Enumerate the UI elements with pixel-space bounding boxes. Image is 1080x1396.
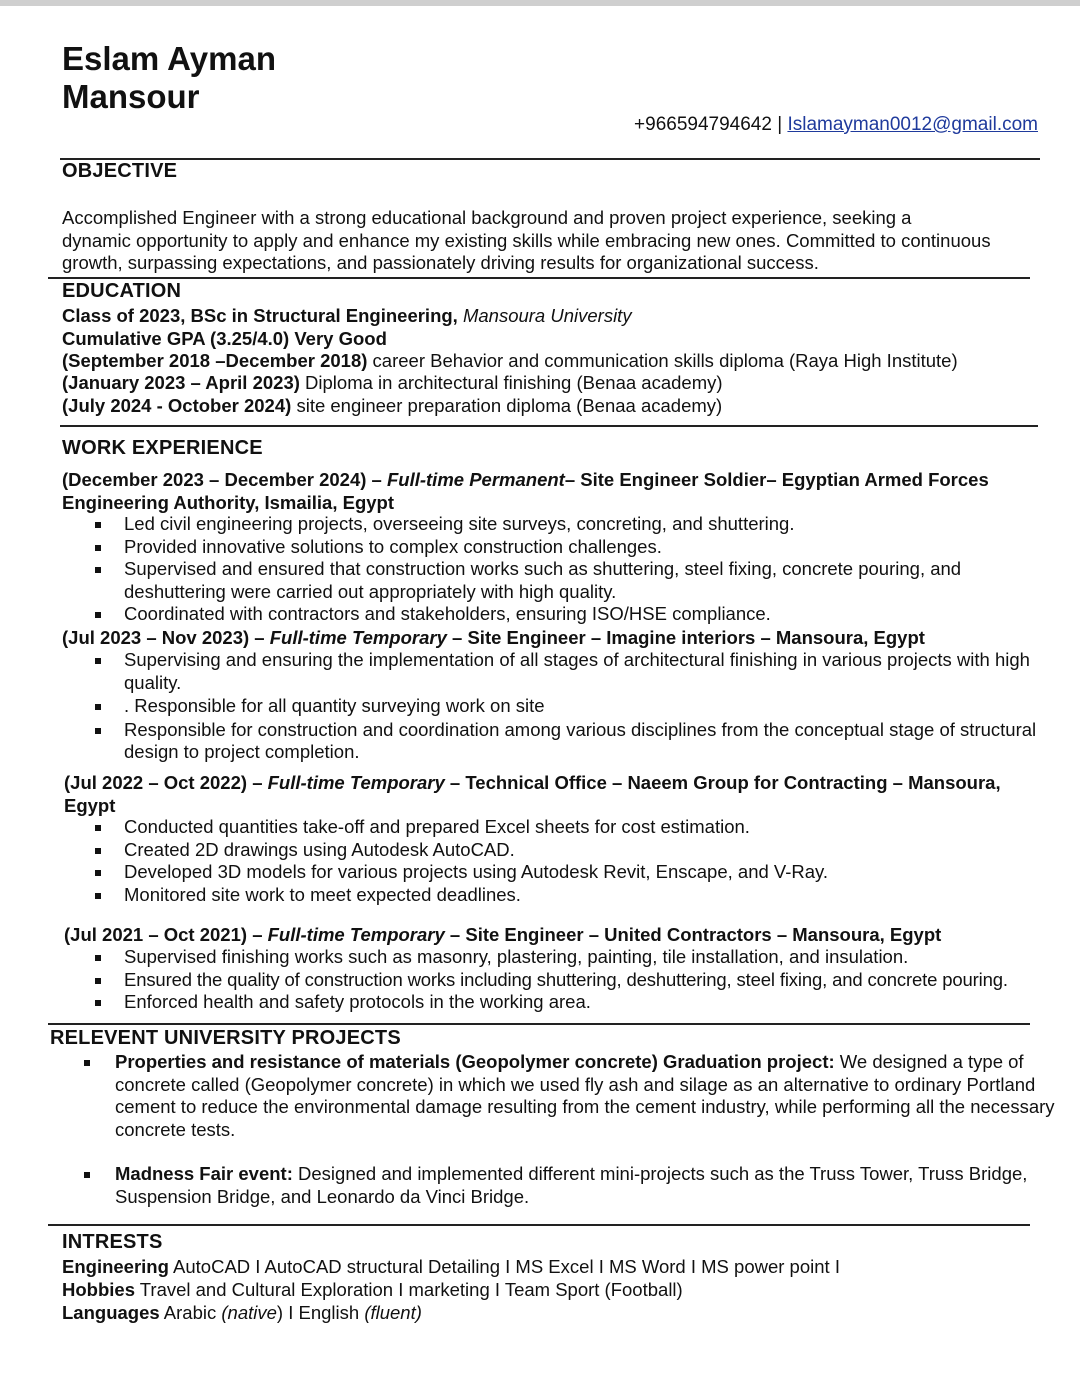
job-type: Full-time Temporary: [267, 924, 445, 945]
degree-title: Class of 2023, BSc in Structural Engineering,: [62, 305, 458, 326]
job-type: Full-time Permanent: [386, 469, 565, 490]
job-title-line: [62, 468, 989, 491]
diploma-date: (July 2024 - October 2024): [62, 395, 292, 416]
project-item: [51, 1051, 1075, 1141]
objective-line: Accomplished Engineer with a strong educational background and proven project experience, seeking a: [62, 207, 912, 228]
objective-heading: OBJECTIVE: [62, 160, 178, 182]
languages-label: Languages: [62, 1302, 160, 1323]
language-english: ) I English: [276, 1302, 365, 1323]
divider: [48, 1023, 1030, 1025]
projects-heading: RELEVENT UNIVERSITY PROJECTS: [50, 1027, 401, 1049]
diploma-line: [62, 349, 958, 372]
job-role: – Site Engineer Soldier– Egyptian Armed Forces: [564, 469, 989, 490]
job-date: (December 2023 – December 2024) –: [62, 469, 387, 490]
top-border: [0, 0, 1080, 6]
list-item: Conducted quantities take-off and prepared Excel sheets for cost estimation.: [62, 816, 1022, 839]
objective-line: growth, surpassing expectations, and passionately driving results for organizational success.: [62, 252, 819, 273]
engineering-skills: [62, 1255, 840, 1278]
list-item: Responsible for construction and coordination among various disciplines from the conceptual stage of structural design to project completion.: [62, 719, 1037, 764]
email-link[interactable]: Islamayman0012@gmail.com: [787, 114, 1038, 135]
job-bullets: [62, 649, 1037, 764]
list-item: Led civil engineering projects, overseeing site surveys, concreting, and shuttering.: [62, 513, 1022, 536]
gpa-line: Cumulative GPA (3.25/4.0) Very Good: [62, 328, 387, 349]
diploma-date: (September 2018 –December 2018): [62, 350, 368, 371]
education-heading: EDUCATION: [62, 280, 182, 302]
english-level: (fluent): [364, 1302, 422, 1323]
candidate-name: [62, 40, 276, 116]
job-date: (Jul 2022 – Oct 2022) –: [64, 772, 268, 793]
diploma-text: site engineer preparation diploma (Benaa academy): [291, 395, 723, 416]
objective-line: dynamic opportunity to apply and enhance my existing skills while embracing new ones. Committed to continuous: [62, 230, 991, 251]
name-line-1: Eslam Ayman: [62, 40, 276, 77]
job-date: (Jul 2021 – Oct 2021) –: [64, 924, 268, 945]
list-item: . Responsible for all quantity surveying work on site: [62, 695, 1037, 718]
list-item: Created 2D drawings using Autodesk AutoCAD.: [62, 839, 1022, 862]
project-title: Madness Fair event:: [115, 1163, 293, 1184]
job-role: – Site Engineer – United Contractors – Mansoura, Egypt: [444, 924, 942, 945]
list-item: Ensured the quality of construction works including shuttering, deshuttering, steel fixing, and concrete pouring.: [62, 969, 1078, 992]
languages: [62, 1301, 422, 1324]
engineering-label: Engineering: [62, 1256, 169, 1277]
job-date: (Jul 2023 – Nov 2023) –: [62, 627, 270, 648]
job-type: Full-time Temporary: [267, 772, 445, 793]
list-item: Developed 3D models for various projects using Autodesk Revit, Enscape, and V-Ray.: [62, 861, 1022, 884]
list-item: Coordinated with contractors and stakeholders, ensuring ISO/HSE compliance.: [62, 603, 1022, 626]
hobbies-text: Travel and Cultural Exploration I marketing I Team Sport (Football): [134, 1279, 683, 1300]
work-heading: WORK EXPERIENCE: [62, 437, 263, 459]
arabic-level: (native: [221, 1302, 277, 1323]
job-bullets: [62, 816, 1022, 906]
diploma-line: [62, 394, 722, 417]
job-role: – Technical Office – Naeem Group for Contracting – Mansoura,: [444, 772, 1001, 793]
list-item: Provided innovative solutions to complex construction challenges.: [62, 536, 1022, 559]
project-item: [51, 1163, 1075, 1208]
diploma-line: [62, 371, 723, 394]
phone-number: +966594794642: [634, 114, 772, 135]
divider: [48, 1224, 1030, 1226]
contact-line: [634, 114, 1038, 136]
job-employer: Engineering Authority, Ismailia, Egypt: [62, 492, 395, 513]
diploma-text: Diploma in architectural finishing (Benaa academy): [299, 372, 723, 393]
divider: [60, 158, 1040, 160]
engineering-text: AutoCAD I AutoCAD structural Detailing I MS Excel I MS Word I MS power point I: [168, 1256, 840, 1277]
job-bullets: [62, 946, 1078, 1014]
list-item: Monitored site work to meet expected deadlines.: [62, 884, 1022, 907]
job-employer: Egypt: [64, 795, 116, 816]
project-title: Properties and resistance of materials (Geopolymer concrete) Graduation project:: [115, 1051, 835, 1072]
project-description: Designed and implemented different mini-projects such as the Truss Tower, Truss Bridge, Suspension Bridge, and Leonardo da Vinci Bridge.: [115, 1163, 1028, 1207]
projects-list: [51, 1051, 1075, 1208]
job-title-line: [64, 771, 1001, 794]
job-type: Full-time Temporary: [269, 627, 447, 648]
project-description: We designed a type of concrete called (Geopolymer concrete) in which we used fly ash and silage as an alternative to ordinary Portland cement to reduce the environmental damage resulting from the cement industry, while performing all the necessary concrete tests.: [115, 1051, 1055, 1140]
job-bullets: [62, 513, 1022, 626]
diploma-text: career Behavior and communication skills diploma (Raya High Institute): [367, 350, 958, 371]
divider: [48, 277, 1030, 279]
degree-line: [62, 304, 632, 327]
divider: [60, 425, 1038, 427]
diploma-date: (January 2023 – April 2023): [62, 372, 300, 393]
list-item: Enforced health and safety protocols in the working area.: [62, 991, 1078, 1014]
list-item: Supervising and ensuring the implementation of all stages of architectural finishing in various projects with high quality.: [62, 649, 1037, 694]
list-item: Supervised and ensured that construction works such as shuttering, steel fixing, concrete pouring, and deshuttering were carried out appropriately with high quality.: [62, 558, 1022, 603]
interests-heading: INTRESTS: [62, 1231, 163, 1253]
job-title-line: [64, 923, 941, 946]
job-title-line: [62, 626, 925, 649]
university-name: Mansoura University: [462, 305, 632, 326]
objective-text: [62, 206, 1052, 273]
contact-separator: |: [771, 114, 788, 135]
hobbies-label: Hobbies: [62, 1279, 135, 1300]
job-role: – Site Engineer – Imagine interiors – Mansoura, Egypt: [446, 627, 925, 648]
hobbies: [62, 1278, 683, 1301]
list-item: Supervised finishing works such as masonry, plastering, painting, tile installation, and insulation.: [62, 946, 1078, 969]
language-arabic: Arabic: [159, 1302, 222, 1323]
name-line-2: Mansour: [62, 78, 200, 115]
